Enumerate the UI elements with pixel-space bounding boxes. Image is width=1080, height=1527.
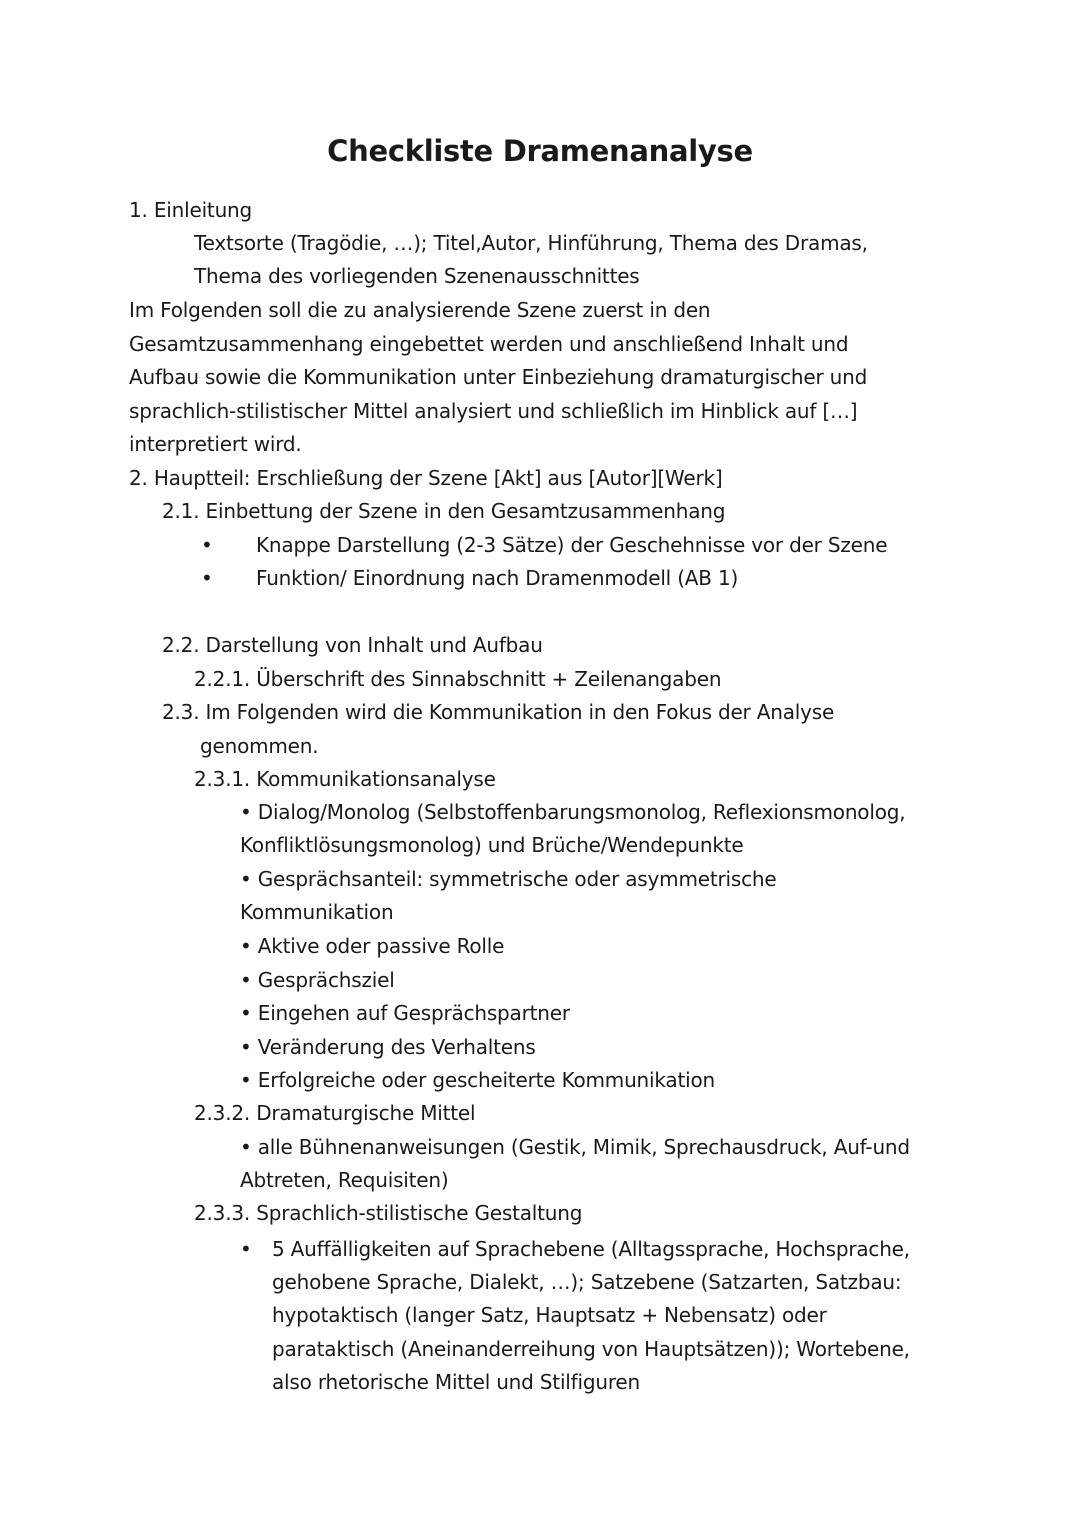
subsection-heading: 2.2.1. Überschrift des Sinnabschnitt + Zeilenangaben <box>194 667 722 691</box>
list-item: Abtreten, Requisiten) <box>240 1168 449 1192</box>
list-item: gehobene Sprache, Dialekt, …); Satzebene (Satzarten, Satzbau: <box>272 1270 902 1294</box>
list-item: 5 Auffälligkeiten auf Sprachebene (Alltagssprache, Hochsprache, <box>272 1237 910 1261</box>
list-item: hypotaktisch (langer Satz, Hauptsatz + Nebensatz) oder <box>272 1303 827 1327</box>
list-item: Konfliktlösungsmonolog) und Brüche/Wendepunkte <box>240 833 744 857</box>
subsection-heading: 2.2. Darstellung von Inhalt und Aufbau <box>162 633 543 657</box>
subsection-heading: 2.3.2. Dramaturgische Mittel <box>194 1101 476 1125</box>
list-item: • Dialog/Monolog (Selbstoffenbarungsmonolog, Reflexionsmonolog, <box>240 800 906 824</box>
text-line: Textsorte (Tragödie, …); Titel,Autor, Hinführung, Thema des Dramas, <box>194 231 868 255</box>
text-line: Aufbau sowie die Kommunikation unter Einbeziehung dramaturgischer und <box>129 365 868 389</box>
list-item: • Gesprächsanteil: symmetrische oder asymmetrische <box>240 867 777 891</box>
list-item: • Eingehen auf Gesprächspartner <box>240 1001 570 1025</box>
bullet-dot: • <box>201 566 213 590</box>
text-line: sprachlich-stilistischer Mittel analysiert und schließlich im Hinblick auf […] <box>129 399 858 423</box>
list-item: • Erfolgreiche oder gescheiterte Kommunikation <box>240 1068 715 1092</box>
subsection-heading: 2.1. Einbettung der Szene in den Gesamtzusammenhang <box>162 499 726 523</box>
list-item: Kommunikation <box>240 900 394 924</box>
section-heading: 2. Hauptteil: Erschließung der Szene [Akt] aus [Autor][Werk] <box>129 466 723 490</box>
subsection-heading: 2.3.3. Sprachlich-stilistische Gestaltung <box>194 1201 583 1225</box>
list-item: • Gesprächsziel <box>240 968 395 992</box>
bullet-dot: • <box>201 533 213 557</box>
subsection-heading: 2.3. Im Folgenden wird die Kommunikation in den Fokus der Analyse <box>162 700 835 724</box>
list-item: Knappe Darstellung (2-3 Sätze) der Geschehnisse vor der Szene <box>256 533 888 557</box>
list-item: Funktion/ Einordnung nach Dramenmodell (AB 1) <box>256 566 739 590</box>
text-line: genommen. <box>200 734 319 758</box>
bullet-dot: • <box>240 1237 252 1261</box>
page-title: Checkliste Dramenanalyse <box>327 134 753 168</box>
text-line: interpretiert wird. <box>129 432 302 456</box>
text-line: Thema des vorliegenden Szenenausschnittes <box>194 264 640 288</box>
section-heading: 1. Einleitung <box>129 198 253 222</box>
text-line: Gesamtzusammenhang eingebettet werden und anschließend Inhalt und <box>129 332 849 356</box>
list-item: • Aktive oder passive Rolle <box>240 934 505 958</box>
list-item: also rhetorische Mittel und Stilfiguren <box>272 1370 640 1394</box>
list-item: • alle Bühnenanweisungen (Gestik, Mimik, Sprechausdruck, Auf-und <box>240 1135 910 1159</box>
subsection-heading: 2.3.1. Kommunikationsanalyse <box>194 767 496 791</box>
text-line: Im Folgenden soll die zu analysierende Szene zuerst in den <box>129 298 711 322</box>
list-item: parataktisch (Aneinanderreihung von Hauptsätzen)); Wortebene, <box>272 1337 910 1361</box>
list-item: • Veränderung des Verhaltens <box>240 1035 536 1059</box>
